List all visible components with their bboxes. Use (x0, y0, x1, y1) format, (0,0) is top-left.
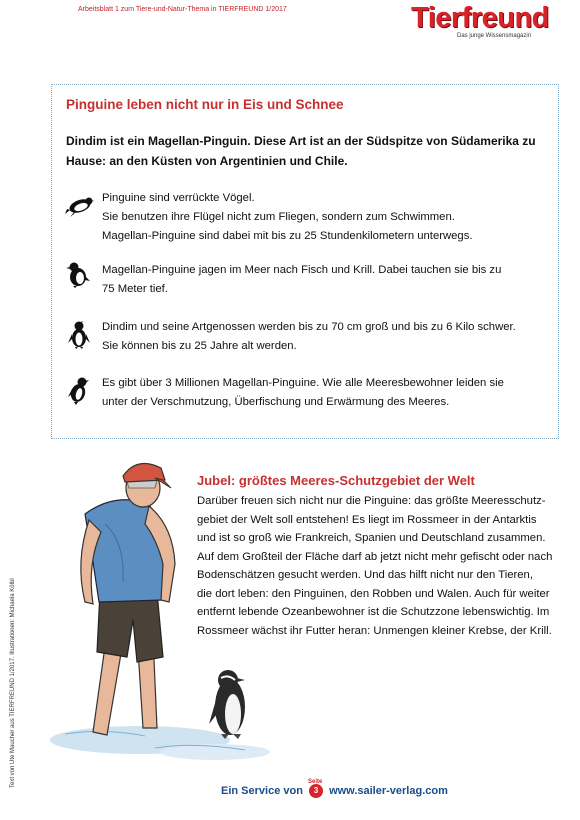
logo-subtitle: Das junge Wissensmagazin (457, 33, 532, 39)
marine-reserve-title: Jubel: größtes Meeres-Schutzgebiet der Welt (197, 473, 475, 488)
tierfreund-logo (411, 2, 561, 42)
text-line: entfernt lebende Ozeanbewohner ist die Schutzzone lebenswichtig. Im (197, 606, 550, 618)
text-line: Bodenschätzen gesucht werden. Und das hilft nicht nur den Tieren, (197, 569, 533, 581)
fact-item (102, 374, 552, 412)
fact-line: Magellan-Pinguine sind dabei mit bis zu 25 Stundenkilometern unterwegs. (102, 230, 473, 242)
box-title: Pinguine leben nicht nur in Eis und Schnee (66, 97, 344, 112)
page-badge-icon (308, 779, 323, 798)
fact-item (102, 189, 552, 246)
penguin-standing-icon (64, 319, 94, 349)
logo-wordmark: Tierfreund (411, 2, 549, 34)
fact-line: 75 Meter tief. (102, 283, 168, 295)
fact-line: Es gibt über 3 Millionen Magellan-Pinguine. Wie alle Meeresbewohner leiden sie (102, 377, 504, 389)
footer-prefix: Ein Service von (221, 784, 303, 797)
penguin-diving-icon (64, 192, 94, 222)
worksheet-header-note: Arbeitsblatt 1 zum Tiere-und-Natur-Thema in TIERFREUND 1/2017 (78, 6, 287, 13)
fact-line: Pinguine sind verrückte Vögel. (102, 192, 255, 204)
text-line: gebiet der Welt soll entstehen! Es liegt im Rossmeer in der Antarktis (197, 513, 537, 526)
penguin-facts-box (51, 84, 559, 439)
fact-line: Sie können bis zu 25 Jahre alt werden. (102, 340, 297, 352)
penguin-walking-icon (64, 375, 94, 405)
text-line: die dort leben: den Pinguinen, den Robben und Walen. Auch für weiter (197, 587, 550, 600)
page-badge-number: 3 (313, 786, 319, 795)
publisher-link[interactable]: www.sailer-verlag.com (329, 784, 448, 797)
fact-line: unter der Verschmutzung, Überfischung und Erwärmung des Meeres. (102, 396, 450, 408)
fact-line: Dindim und seine Artgenossen werden bis zu 70 cm groß und bis zu 6 Kilo schwer. (102, 321, 516, 333)
box-intro: Dindim ist ein Magellan-Pinguin. Diese Art ist an der Südspitze von Südamerika zu Hause: an den Küsten von Argentinien und Chile. (66, 134, 536, 168)
text-line: und ist so groß wie Frankreich, Spanien und Deutschland zusammen. (197, 532, 546, 544)
page-badge-label: Seite (308, 779, 323, 785)
marine-reserve-text (197, 492, 562, 640)
fact-item (102, 318, 552, 356)
penguin-swimming-icon (64, 259, 94, 289)
text-line: Darüber freuen sich nicht nur die Pinguine: das größte Meeresschutz- (197, 495, 546, 507)
text-line: Auf dem Großteil der Fläche darf ab jetzt nicht mehr gefischt oder nach (197, 550, 553, 563)
fact-line: Sie benutzen ihre Flügel nicht zum Fliegen, sondern zum Schwimmen. (102, 211, 455, 223)
fact-line: Magellan-Pinguine jagen im Meer nach Fisch und Krill. Dabei tauchen sie bis zu (102, 264, 502, 276)
footer (221, 779, 448, 798)
text-line: Rossmeer wächst ihr Futter heran: Unmengen kleiner Krebse, der Krill. (197, 624, 552, 637)
fact-item (102, 261, 552, 299)
illustration-credit: Text von Ute Maucher aus TIERFREUND 1/2017. Illustrationen: Michaela Kölbl (10, 578, 16, 788)
